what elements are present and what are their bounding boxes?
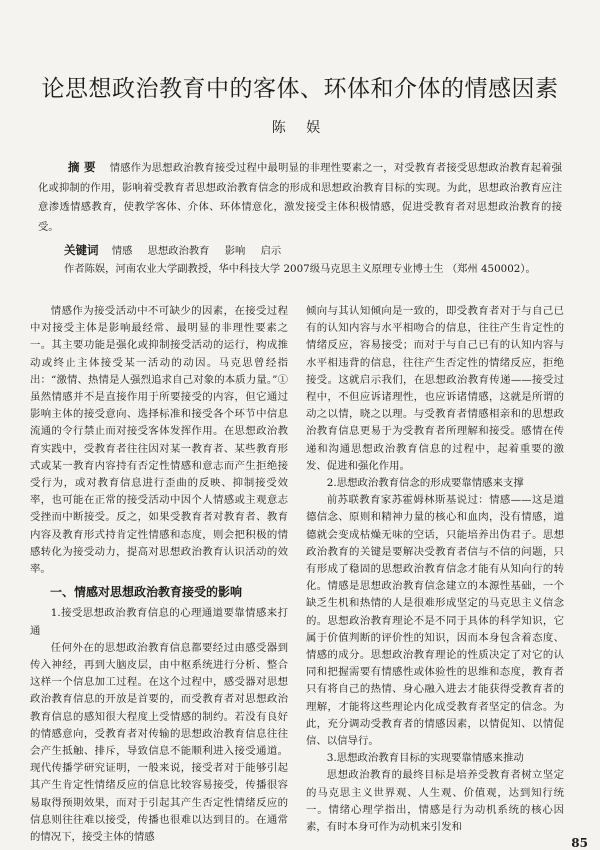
abstract-text: 情感作为思想政治教育接受过程中最明显的非理性要素之一，对受教育者接受思想政治教育起着强化或抑制的作用，影响着受教育者思想政治教育信念的形成和思想政治教育目标的实现。为此，思想政治教育应注意渗透情感教育，使教学客体、介体、环体情意化，激发接受主体积极情感，促进受教育者对思想政治教育的接受。 (38, 162, 562, 233)
keyword: 影响 (224, 245, 246, 257)
body-paragraph: 任何外在的思想政治教育信息都要经过由感受器到传入神经，再到大脑皮层，由中枢系统进行分析、整合这样一个信息加工过程。在这个过程中，感受器对思想政治教育信息的开放是首要的，而受教育者对思想政治教育信息的感知很大程度上受情感的制约。若没有良好的情感意向，受教育者对传输的思想政治教育信息往往会产生抵触、排斥，导致信息不能顺利进入接受通道。现代传播学研究证明，一般来说，接受者对于能够引起其产生肯定性情绪反应的信息比较容易接受，传播很容易取得预期效果，而对于引起其产生否定性情绪反应的信息则往往难以接受，传播也很难以达到目的。在通常的情况下，接受主体的情感 (30, 641, 288, 844)
keyword: 启示 (260, 245, 282, 257)
keyword: 思想政治教育 (147, 245, 210, 257)
body-paragraph: 思想政治教育的最终目标是培养受教育者树立坚定的马克思主义世界观、人生观、价值观，达到知行统一。情绪心理学指出，情感是行为动机系统的核心因素，有时本身可作为动机来引发和 (306, 769, 564, 834)
article-author: 陈 娱 (271, 120, 329, 136)
left-column (30, 303, 288, 846)
keywords (64, 241, 564, 261)
abstract-label: 摘 要 (68, 160, 96, 174)
author-info: 作者陈娱，河南农业大学副教授，华中科技大学 2007级马克思主义原理专业博士生 （郑州 450002）。 (64, 263, 536, 275)
section-heading: 一、情感对思想政治教育接受的影响 (50, 585, 243, 600)
subsection-heading: 2.思想政治教育信念的形成要靠情感来支撑 (326, 477, 524, 490)
subsection-heading: 3.思想政治教育目标的实现要靠情感来推动 (326, 752, 524, 765)
body-paragraph: 情感作为接受活动中不可缺少的因素，在接受过程中对接受主体是影响最经常、最明显的非理性要素之一。其主要功能是强化或抑制接受活动的运行，构成推动或终止主体接受某一活动的动因。马克思曾经指出：“激情、热情是人强烈追求自己对象的本质力量。”①虽然情感并不是直接作用于所要接受的内容，但它通过影响主体的接受意向、选择标准和接受各个环节中信息流通的令行禁止而对接受客体发挥作用。在思想政治教育实践中，受教育者往往因对某一教育者、某些教育形式或某一教育内容持有否定性情感和意志而产生拒绝接受行为，或对教育信息进行歪曲的反映、抑制接受效率，也可能在正常的接受活动中因个人情感或主观意志受挫而中断接受。反之，如果受教育者对教育者、教育内容及教育形式持肯定性情感和态度，则会把积极的情感转化为接受动力，提高对思想政治教育认识活动的效率。 (30, 305, 288, 576)
page-number: 85 (571, 836, 588, 850)
abstract (38, 158, 562, 237)
keyword: 情感 (111, 245, 133, 257)
body-paragraph: 倾向与其认知倾向是一致的，即受教育者对于与自己已有的认知内容与水平相吻合的信息，往往产生肯定性的情绪反应，容易接受；而对于与自己已有的认知内容与水平相违背的信息，往往产生否定性的情绪反应，拒绝接受。这就启示我们，在思想政治教育传递——接受过程中，不但应诉诸理性，也应诉诸情感，这就是所谓的动之以情，晓之以理。与受教育者情感相亲和的思想政治教育信息更易于为受教育者所理解和接受。感情在传递和沟通思想政治教育信息的过程中，起着重要的激发、促进和强化作用。 (306, 305, 564, 472)
body-paragraph: 前苏联教育家苏霍姆林斯基说过：情感——这是道德信念、原则和精神力量的核心和血肉，没有情感，道德就会变成枯燥无味的空话，只能培养出伪君子。思想政治教育的关键是要解决受教育者信与不信的问题，只有形成了稳固的思想政治教育信念才能有从知向行的转化。情感是思想政治教育信念建立的本源性基础，一个缺乏生机和热情的人是很难形成坚定的马克思主义信念的。思想政治教育理论不是不同于具体的科学知识，它属于价值判断的评价性的知识，因而本身包含着态度、情感的成分。思想政治教育理论的性质决定了对它的认同和把握需要有情感性或体验性的思维和态度，教育者只有将自己的热情、身心融入进去才能获得受教育者的理解，才能将这些理论内化成受教育者坚定的信念。为此，充分调动受教育者的情感因素，以情促知、以情促信、以信导行。 (306, 494, 564, 748)
article-title: 论思想政治教育中的客体、环体和介体的情感因素 (41, 76, 559, 102)
keywords-label: 关键词 (64, 243, 99, 257)
right-column (306, 303, 564, 836)
subsection-heading: 1.接受思想政治教育信息的心理通道要靠情感来打通 (30, 607, 288, 637)
